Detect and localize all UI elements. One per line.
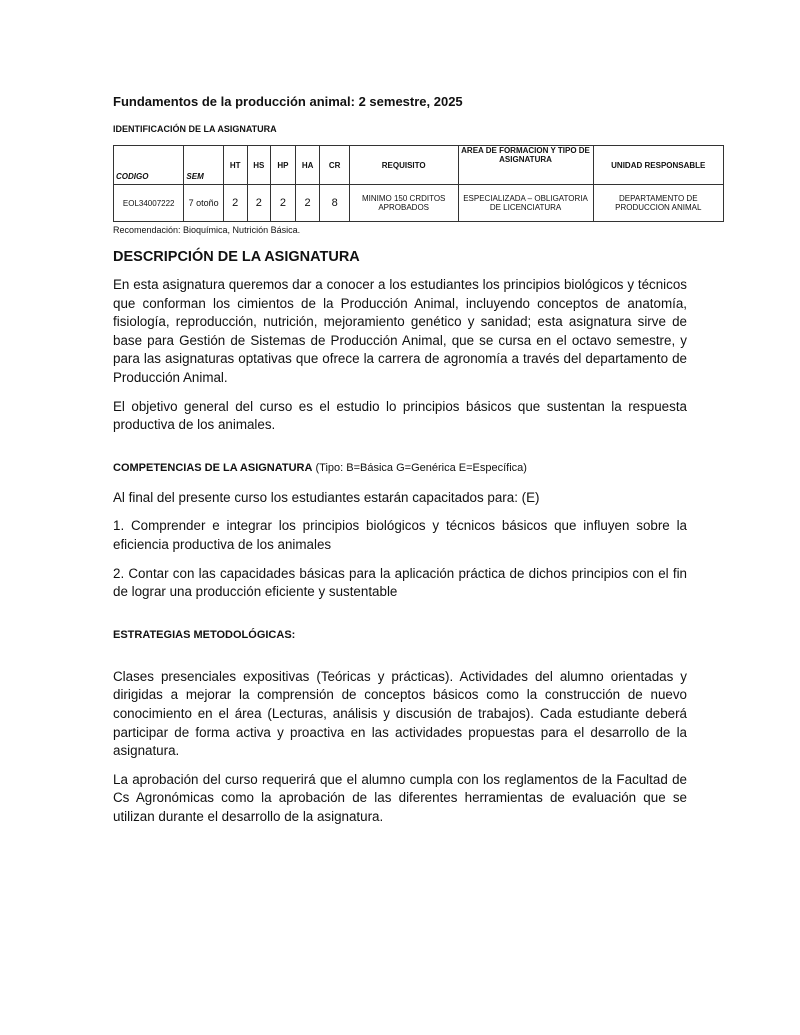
cell-requisito: MINIMO 150 CRDITOS APROBADOS (349, 185, 458, 222)
header-hs: HS (247, 146, 271, 185)
cell-area: ESPECIALIZADA – OBLIGATORIA DE LICENCIATURA (458, 185, 593, 222)
table-row (114, 185, 724, 222)
identification-heading: IDENTIFICACIÓN DE LA ASIGNATURA (113, 124, 277, 134)
competencies-type-legend: (Tipo: B=Básica G=Genérica E=Específica) (312, 461, 527, 474)
cell-unidad: DEPARTAMENTO DE PRODUCCION ANIMAL (593, 185, 723, 222)
table-header-row (114, 146, 724, 185)
header-unidad: UNIDAD RESPONSABLE (593, 146, 723, 185)
header-hp: HP (271, 146, 296, 185)
description-paragraph-2: El objetivo general del curso es el estudio lo principios básicos que sustentan la respuesta productiva de los animales. (113, 398, 687, 433)
cell-hs: 2 (247, 185, 271, 222)
cell-hp: 2 (271, 185, 296, 222)
header-codigo: CODIGO (114, 146, 184, 185)
header-cr: CR (320, 146, 349, 185)
strategies-paragraph-1: Clases presenciales expositivas (Teóricas y prácticas). Actividades del alumno orientadas y dirigidas a mejorar la comprensión de conceptos básicos como la construcción de nuevo conocimiento en el área (Lecturas, análisis y discusión de trabajos). Cada estudiante deberá participar de forma activa y proactiva en las actividades propuestas para el desarrollo de la asignatura. (113, 668, 687, 759)
description-paragraph-1: En esta asignatura queremos dar a conocer a los estudiantes los principios biológicos y técnicos que conforman los cimientos de la Producción Animal, incluyendo conceptos de anatomía, fisiología, reproducción, nutrición, mejoramiento genético y sanidad; esta asignatura sirve de base para Gestión de Sistemas de Producción Animal, que se cursa en el octavo semestre, y para las asignaturas optativas que ofrece la carrera de agronomía a través del departamento de Producción Animal. (113, 277, 687, 385)
course-identification-table (113, 145, 724, 222)
strategies-heading: ESTRATEGIAS METODOLÓGICAS: (113, 628, 296, 641)
header-ha: HA (295, 146, 320, 185)
competency-item-2: 2. Contar con las capacidades básicas para la aplicación práctica de dichos principios con el fin de lograr una producción eficiente y sustentable (113, 565, 687, 600)
competencies-title: COMPETENCIAS DE LA ASIGNATURA (113, 461, 313, 474)
cell-sem: 7 otoño (184, 185, 223, 222)
document-title: Fundamentos de la producción animal: 2 semestre, 2025 (113, 94, 463, 109)
cell-ha: 2 (295, 185, 320, 222)
header-requisito: REQUISITO (349, 146, 458, 185)
competency-item-1: 1. Comprender e integrar los principios biológicos y técnicos básicos que influyen sobre la eficiencia productiva de los animales (113, 518, 687, 552)
cell-codigo: EOL34007222 (114, 185, 184, 222)
cell-cr: 8 (320, 185, 349, 222)
recommendation-note: Recomendación: Bioquímica, Nutrición Básica. (113, 225, 301, 235)
header-area: AREA DE FORMACION Y TIPO DE ASIGNATURA (458, 146, 593, 185)
strategies-paragraph-2: La aprobación del curso requerirá que el alumno cumpla con los reglamentos de la Facultad de Cs Agronómicas como la aprobación de las diferentes herramientas de evaluación que se utilizan durante el desarrollo de la asignatura. (113, 771, 687, 824)
description-heading: DESCRIPCIÓN DE LA ASIGNATURA (113, 249, 360, 265)
competencies-heading (113, 461, 687, 475)
header-ht: HT (223, 146, 247, 185)
competencies-intro: Al final del presente curso los estudiantes estarán capacitados para: (E) (113, 489, 540, 505)
header-sem: SEM (184, 146, 223, 185)
cell-ht: 2 (223, 185, 247, 222)
